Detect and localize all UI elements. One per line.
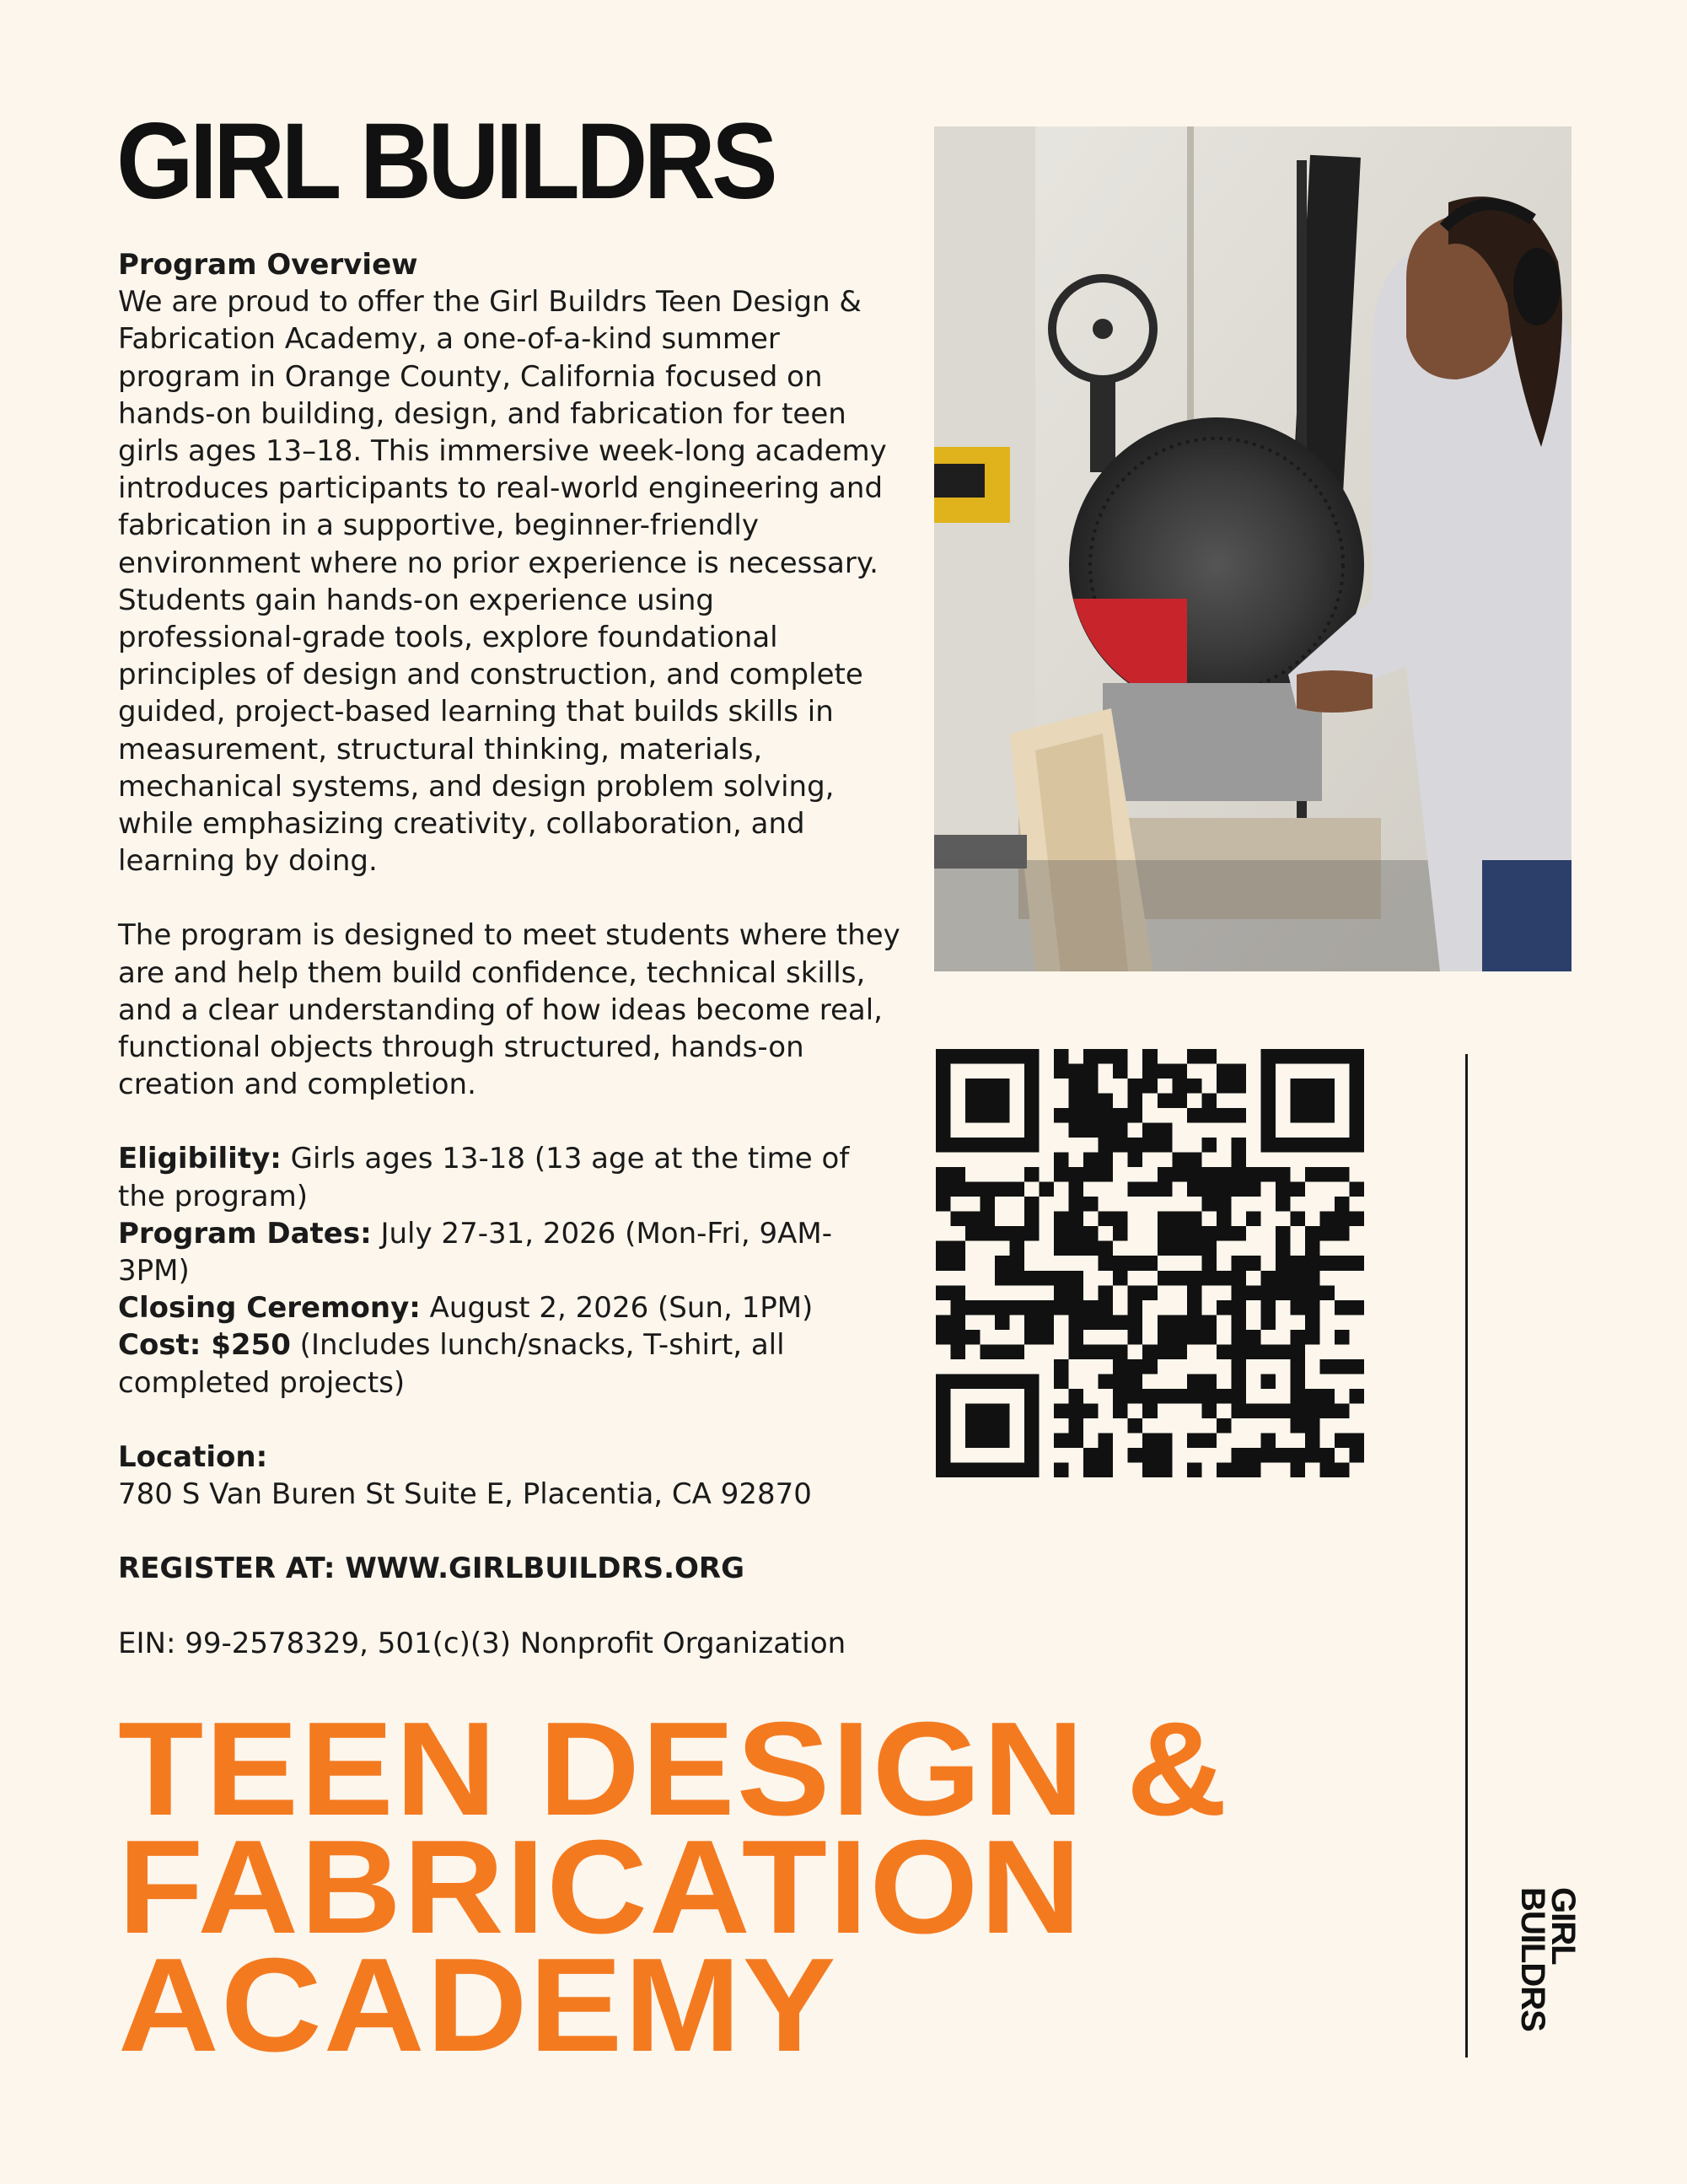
registration-qr-code[interactable] xyxy=(936,1049,1364,1477)
dates-label: Program Dates: xyxy=(118,1216,372,1251)
register-link[interactable]: REGISTER AT: WWW.GIRLBUILDRS.ORG xyxy=(118,1552,745,1586)
ceremony-value: August 2, 2026 (Sun, 1PM) xyxy=(420,1291,814,1326)
hero-line-3: ACADEMY xyxy=(118,1931,838,2079)
location-address: 780 S Van Buren St Suite E, Placentia, CA 92870 xyxy=(118,1477,812,1512)
eligibility-value: Girls ages 13-18 (13 age at the time of the program) xyxy=(118,1142,850,1213)
spacer xyxy=(118,1588,902,1625)
hero-title xyxy=(118,1695,1229,2079)
photo-illustration xyxy=(934,126,1571,971)
overview-paragraph-1: We are proud to offer the Girl Buildrs Teen Design & Fabrication Academy, a one-of-a-kind summer program in Orange County, California focused on hands-on building, design, and fabrication for teen girls ages 13–18. This immersive week-long academy introduces participants to real-world engineering and fabrication in a supportive, beginner-friendly environment where no prior experience is necessary. Students gain hands-on experience using professional-grade tools, explore foundational principles of design and construction, and complete guided, project-based learning that builds skills in measurement, structural thinking, materials, mechanical systems, and design problem solving, while emphasizing creativity, collaboration, and learning by doing. xyxy=(118,285,887,879)
eligibility-label: Eligibility: xyxy=(118,1142,282,1176)
spacer xyxy=(118,1513,902,1550)
cost-label: Cost: $250 xyxy=(118,1328,291,1363)
overview-heading: Program Overview xyxy=(118,248,418,282)
eligibility-line xyxy=(118,1140,902,1214)
ceremony-label: Closing Ceremony: xyxy=(118,1291,421,1326)
dates-line xyxy=(118,1215,902,1289)
overview-paragraph-2: The program is designed to meet students where they are and help them build confidence, technical skills, and a clear understanding of how ideas become real, functional objects through structured, hands-on creation and completion. xyxy=(118,918,900,1102)
brand-title: GIRL BUILDRS xyxy=(116,101,775,222)
side-logo-line-2: BUILDRS xyxy=(1514,1887,1551,2031)
cost-value: (Includes lunch/snacks, T-shirt, all completed projects) xyxy=(118,1328,785,1400)
spacer xyxy=(118,1103,902,1140)
hero-line-1: TEEN DESIGN & xyxy=(118,1695,1229,1843)
side-logo xyxy=(1514,1887,1582,2031)
ceremony-line xyxy=(118,1289,902,1326)
hero-line-2: FABRICATION xyxy=(118,1813,1083,1961)
cost-line xyxy=(118,1326,902,1401)
location-label: Location: xyxy=(118,1439,268,1474)
program-content xyxy=(118,246,902,1662)
qr-code-icon xyxy=(936,1049,1364,1477)
student-workshop-photo xyxy=(934,126,1571,971)
dates-value: July 27-31, 2026 (Mon-Fri, 9AM-3PM) xyxy=(118,1216,833,1288)
side-logo-line-1: GIRL xyxy=(1545,1887,1582,1965)
spacer xyxy=(118,880,902,917)
ein-text: EIN: 99-2578329, 501(c)(3) Nonprofit Organization xyxy=(118,1626,846,1660)
spacer xyxy=(118,1401,902,1439)
vertical-divider xyxy=(1465,1054,1468,2058)
